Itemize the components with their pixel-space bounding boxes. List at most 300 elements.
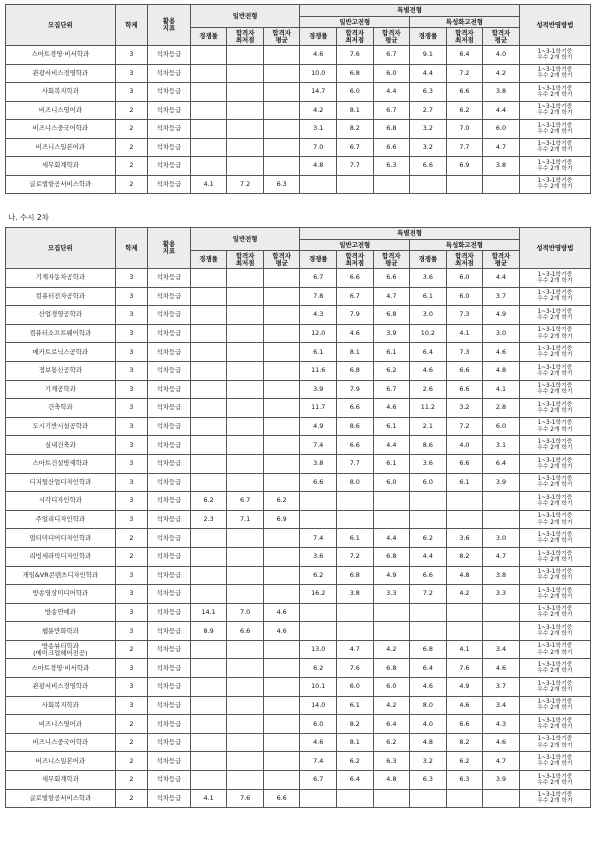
value-cell: 7.0 [446,120,483,139]
value-cell [410,175,447,194]
value-cell: 6.7 [373,380,410,399]
table-row [6,752,591,771]
value-cell: 6.9 [446,157,483,176]
method-cell: 1~3-1학기중 우수 2개 학기 [519,659,590,678]
value-cell: 4.6 [483,733,520,752]
value-cell [227,269,264,288]
value-cell [190,83,227,102]
value-cell [190,343,227,362]
method-cell: 1~3-1학기중 우수 2개 학기 [519,324,590,343]
value-cell: 4.6 [483,659,520,678]
value-cell: 7.0 [300,138,337,157]
method-cell: 1~3-1학기중 우수 2개 학기 [519,733,590,752]
indicator-cell: 석차등급 [148,603,191,622]
years-cell: 3 [115,269,147,288]
value-cell: 4.7 [337,640,374,659]
years-cell: 3 [115,454,147,473]
value-cell: 4.6 [410,678,447,697]
value-cell: 14.1 [190,603,227,622]
header-avg: 합격자 평균 [263,251,300,269]
value-cell: 6.2 [373,361,410,380]
value-cell [263,659,300,678]
value-cell: 2.3 [190,510,227,529]
value-cell: 3.6 [410,454,447,473]
value-cell [227,101,264,120]
value-cell: 6.6 [446,454,483,473]
method-cell: 1~3-1학기중 우수 2개 학기 [519,399,590,418]
indicator-cell: 석차등급 [148,622,191,641]
years-cell: 2 [115,547,147,566]
value-cell: 6.3 [373,752,410,771]
dept-cell: 웹툰만화학과 [6,622,116,641]
dept-cell: 산업경영공학과 [6,306,116,325]
value-cell [190,529,227,548]
header-unit: 모집단위 [6,228,116,269]
table-row [6,696,591,715]
value-cell: 6.6 [300,473,337,492]
method-cell: 1~3-1학기중 우수 2개 학기 [519,585,590,604]
method-cell: 1~3-1학기중 우수 2개 학기 [519,640,590,659]
table-row [6,771,591,790]
table-row [6,454,591,473]
value-cell: 6.1 [337,529,374,548]
indicator-cell: 석차등급 [148,640,191,659]
value-cell [227,585,264,604]
value-cell [373,622,410,641]
value-cell: 4.7 [483,752,520,771]
value-cell: 6.4 [410,343,447,362]
value-cell: 3.3 [483,585,520,604]
value-cell [263,771,300,790]
indicator-cell: 석차등급 [148,138,191,157]
header-special-specialized: 특성화고전형 [410,240,520,251]
value-cell: 3.8 [300,454,337,473]
value-cell [300,492,337,511]
value-cell: 11.7 [300,399,337,418]
indicator-cell: 석차등급 [148,46,191,65]
header-special-general: 일반고전형 [300,240,410,251]
value-cell [227,380,264,399]
method-cell: 1~3-1학기중 우수 2개 학기 [519,529,590,548]
value-cell: 4.4 [373,436,410,455]
value-cell: 11.6 [300,361,337,380]
value-cell: 4.7 [483,138,520,157]
method-cell: 1~3-1학기중 우수 2개 학기 [519,83,590,102]
years-cell: 3 [115,380,147,399]
value-cell: 7.8 [300,287,337,306]
header-min: 합격자 최저점 [227,251,264,269]
value-cell: 7.6 [227,789,264,808]
value-cell: 7.7 [337,454,374,473]
value-cell: 7.4 [300,752,337,771]
value-cell: 8.9 [190,622,227,641]
table-row [6,566,591,585]
value-cell [190,678,227,697]
method-cell: 1~3-1학기중 우수 2개 학기 [519,417,590,436]
value-cell: 6.2 [410,529,447,548]
value-cell [263,529,300,548]
value-cell: 4.6 [446,696,483,715]
value-cell [337,789,374,808]
table-row [6,529,591,548]
value-cell: 4.2 [300,101,337,120]
value-cell: 3.3 [373,585,410,604]
value-cell [227,771,264,790]
table-row [6,64,591,83]
years-cell: 3 [115,566,147,585]
value-cell [227,566,264,585]
table-row [6,324,591,343]
method-cell: 1~3-1학기중 우수 2개 학기 [519,343,590,362]
years-cell: 3 [115,306,147,325]
method-cell: 1~3-1학기중 우수 2개 학기 [519,547,590,566]
value-cell: 3.6 [300,547,337,566]
dept-cell: 건축학과 [6,399,116,418]
header-general: 일반전형 [190,228,300,251]
header-special: 특별전형 [300,228,519,240]
method-cell: 1~3-1학기중 우수 2개 학기 [519,157,590,176]
value-cell: 6.0 [373,473,410,492]
years-cell: 3 [115,343,147,362]
value-cell: 6.1 [410,287,447,306]
value-cell: 6.4 [410,659,447,678]
table-row [6,585,591,604]
method-cell: 1~3-1학기중 우수 2개 학기 [519,175,590,194]
value-cell: 6.1 [373,417,410,436]
years-cell: 2 [115,138,147,157]
dept-cell: 글로벌항공서비스학과 [6,789,116,808]
value-cell: 6.2 [373,733,410,752]
value-cell: 3.2 [446,399,483,418]
value-cell [227,529,264,548]
method-cell: 1~3-1학기중 우수 2개 학기 [519,64,590,83]
value-cell: 6.8 [373,659,410,678]
years-cell: 3 [115,492,147,511]
value-cell: 3.6 [446,529,483,548]
value-cell: 4.6 [300,46,337,65]
value-cell: 3.4 [483,640,520,659]
value-cell [227,659,264,678]
value-cell: 8.1 [337,343,374,362]
value-cell: 4.3 [483,715,520,734]
value-cell [190,120,227,139]
value-cell: 7.3 [446,306,483,325]
value-cell [446,175,483,194]
value-cell [190,547,227,566]
dept-cell: 사회복지학과 [6,696,116,715]
header-ratio: 경쟁률 [300,251,337,269]
indicator-cell: 석차등급 [148,678,191,697]
value-cell [190,436,227,455]
value-cell: 4.6 [337,324,374,343]
years-cell: 2 [115,733,147,752]
value-cell [227,361,264,380]
value-cell: 7.2 [446,417,483,436]
value-cell [263,120,300,139]
value-cell: 4.7 [373,287,410,306]
value-cell: 6.6 [446,83,483,102]
years-cell: 3 [115,603,147,622]
value-cell: 6.2 [446,101,483,120]
value-cell: 3.8 [483,157,520,176]
value-cell [227,157,264,176]
table-row [6,306,591,325]
method-cell: 1~3-1학기중 우수 2개 학기 [519,715,590,734]
value-cell [190,157,227,176]
value-cell: 4.1 [190,789,227,808]
dept-cell: 비즈니스중국어학과 [6,120,116,139]
value-cell: 6.8 [337,64,374,83]
value-cell [263,138,300,157]
value-cell: 4.6 [263,603,300,622]
value-cell: 6.2 [300,566,337,585]
indicator-cell: 석차등급 [148,269,191,288]
indicator-cell: 석차등급 [148,287,191,306]
value-cell: 4.8 [446,566,483,585]
method-cell: 1~3-1학기중 우수 2개 학기 [519,510,590,529]
years-cell: 3 [115,417,147,436]
value-cell: 3.6 [410,269,447,288]
method-cell: 1~3-1학기중 우수 2개 학기 [519,678,590,697]
years-cell: 3 [115,622,147,641]
dept-cell: 세무회계학과 [6,157,116,176]
table-row [6,287,591,306]
dept-cell: 디지털산업디자인학과 [6,473,116,492]
value-cell: 4.8 [373,771,410,790]
years-cell: 3 [115,83,147,102]
value-cell [190,454,227,473]
value-cell [190,306,227,325]
value-cell: 3.9 [373,324,410,343]
value-cell [446,622,483,641]
table-row [6,380,591,399]
dept-cell: 스마트건설방재학과 [6,454,116,473]
years-cell: 2 [115,101,147,120]
header-ratio: 경쟁률 [410,28,447,46]
header-min: 합격자 최저점 [446,251,483,269]
table-row [6,157,591,176]
table-row [6,269,591,288]
value-cell [263,399,300,418]
value-cell [190,417,227,436]
value-cell: 4.8 [300,157,337,176]
value-cell: 3.2 [410,120,447,139]
value-cell: 6.8 [373,306,410,325]
value-cell: 7.3 [446,343,483,362]
dept-cell: 도시기반시설공학과 [6,417,116,436]
years-cell: 2 [115,789,147,808]
admissions-table-2 [5,227,591,808]
indicator-cell: 석차등급 [148,361,191,380]
value-cell: 8.2 [446,547,483,566]
value-cell: 6.7 [373,46,410,65]
value-cell: 3.8 [483,83,520,102]
dept-cell: 정보통신공학과 [6,361,116,380]
value-cell: 6.8 [337,361,374,380]
value-cell: 6.7 [300,771,337,790]
table-row [6,361,591,380]
value-cell: 7.4 [300,436,337,455]
dept-cell: 방송뷰티학과 (메이크업헤어전공) [6,640,116,659]
value-cell [410,622,447,641]
method-cell: 1~3-1학기중 우수 2개 학기 [519,101,590,120]
value-cell [227,436,264,455]
value-cell: 4.0 [483,46,520,65]
years-cell: 3 [115,510,147,529]
table-row [6,789,591,808]
value-cell [483,510,520,529]
years-cell: 3 [115,436,147,455]
value-cell: 6.6 [337,269,374,288]
header-ratio: 경쟁률 [190,251,227,269]
table-row [6,659,591,678]
value-cell [410,510,447,529]
value-cell [446,603,483,622]
value-cell: 8.2 [337,120,374,139]
value-cell [337,510,374,529]
dept-cell: 사회복지학과 [6,83,116,102]
value-cell: 6.1 [373,454,410,473]
value-cell: 6.7 [337,138,374,157]
header-indicator: 활용 지표 [148,228,191,269]
value-cell: 7.9 [337,380,374,399]
method-cell: 1~3-1학기중 우수 2개 학기 [519,287,590,306]
value-cell: 3.1 [483,436,520,455]
header-min: 합격자 최저점 [227,28,264,46]
value-cell [227,454,264,473]
value-cell: 6.3 [373,157,410,176]
value-cell [263,324,300,343]
table-row [6,510,591,529]
years-cell: 2 [115,175,147,194]
dept-cell: 방송영상미디어학과 [6,585,116,604]
table-row [6,733,591,752]
table-row [6,399,591,418]
method-cell: 1~3-1학기중 우수 2개 학기 [519,622,590,641]
value-cell: 6.0 [446,269,483,288]
years-cell: 3 [115,585,147,604]
table-row [6,101,591,120]
value-cell: 6.9 [263,510,300,529]
value-cell [227,752,264,771]
method-cell: 1~3-1학기중 우수 2개 학기 [519,566,590,585]
value-cell: 6.0 [373,678,410,697]
value-cell: 6.0 [300,715,337,734]
value-cell [263,361,300,380]
method-cell: 1~3-1학기중 우수 2개 학기 [519,696,590,715]
dept-cell: 관광서비스경영학과 [6,64,116,83]
years-cell: 2 [115,771,147,790]
value-cell: 3.9 [483,771,520,790]
value-cell: 6.0 [410,473,447,492]
table-row [6,343,591,362]
header-min: 합격자 최저점 [446,28,483,46]
header-avg: 합격자 평균 [483,28,520,46]
value-cell: 6.6 [227,622,264,641]
value-cell: 7.0 [227,603,264,622]
value-cell: 3.8 [483,566,520,585]
dept-cell: 기계공학과 [6,380,116,399]
value-cell: 4.3 [300,306,337,325]
dept-cell: 비즈니스중국어학과 [6,733,116,752]
value-cell: 4.2 [446,585,483,604]
value-cell: 7.2 [337,547,374,566]
years-cell: 3 [115,324,147,343]
value-cell: 7.9 [337,306,374,325]
indicator-cell: 석차등급 [148,64,191,83]
method-cell: 1~3-1학기중 우수 2개 학기 [519,603,590,622]
value-cell: 14.0 [300,696,337,715]
value-cell: 7.7 [446,138,483,157]
value-cell [227,83,264,102]
method-cell: 1~3-1학기중 우수 2개 학기 [519,789,590,808]
value-cell: 4.9 [300,417,337,436]
value-cell [263,454,300,473]
years-cell: 3 [115,473,147,492]
value-cell [190,64,227,83]
value-cell [263,696,300,715]
header-avg: 합격자 평균 [373,28,410,46]
value-cell: 7.1 [227,510,264,529]
dept-cell: 컴퓨터소프트웨어학과 [6,324,116,343]
value-cell: 6.2 [300,659,337,678]
value-cell [190,380,227,399]
table-row [6,120,591,139]
value-cell: 14.7 [300,83,337,102]
value-cell [337,492,374,511]
value-cell [373,510,410,529]
method-cell: 1~3-1학기중 우수 2개 학기 [519,771,590,790]
value-cell [227,399,264,418]
value-cell: 3.9 [483,473,520,492]
value-cell: 6.2 [446,752,483,771]
dept-cell: 글로벌항공서비스학과 [6,175,116,194]
value-cell: 7.6 [337,46,374,65]
header-general: 일반전형 [190,5,300,28]
dept-cell: 게임&VR콘텐츠디자인학과 [6,566,116,585]
indicator-cell: 석차등급 [148,492,191,511]
value-cell: 6.8 [410,640,447,659]
years-cell: 3 [115,399,147,418]
table-row [6,678,591,697]
value-cell: 2.8 [483,399,520,418]
value-cell [263,269,300,288]
value-cell: 3.0 [483,324,520,343]
dept-cell: 멀티미디어디자인학과 [6,529,116,548]
value-cell [446,789,483,808]
method-cell: 1~3-1학기중 우수 2개 학기 [519,752,590,771]
value-cell [190,585,227,604]
value-cell: 6.3 [410,771,447,790]
dept-cell: 세무회계학과 [6,771,116,790]
value-cell: 6.6 [446,380,483,399]
value-cell: 6.1 [300,343,337,362]
value-cell [337,603,374,622]
header-min: 합격자 최저점 [337,251,374,269]
indicator-cell: 석차등급 [148,343,191,362]
admissions-table-1 [5,4,591,194]
value-cell: 3.7 [483,287,520,306]
indicator-cell: 석차등급 [148,789,191,808]
value-cell [263,585,300,604]
header-years: 학제 [115,228,147,269]
method-cell: 1~3-1학기중 우수 2개 학기 [519,138,590,157]
table-row [6,492,591,511]
indicator-cell: 석차등급 [148,83,191,102]
value-cell: 4.2 [483,64,520,83]
table-row [6,547,591,566]
value-cell: 4.9 [373,566,410,585]
